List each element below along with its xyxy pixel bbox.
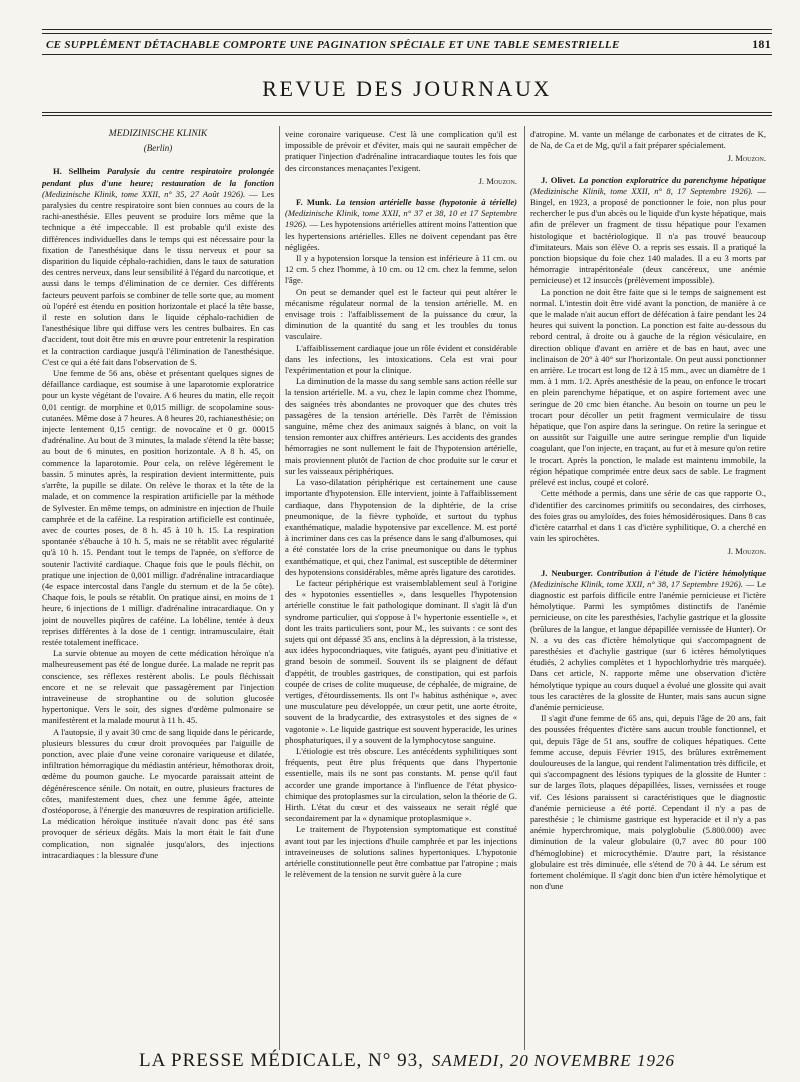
- column-divider: [279, 126, 280, 1050]
- article-paragraph: La diminution de la masse du sang semble sans action réelle sur la tension artérielle. M. a vu, chez le lapin comme chez l'homme, des saignées très abondantes ne provoquer que des chutes très passagères de la tension artérielle. Dès l'arrêt de l'émission sanguine, même chez des animaux saignés à blanc, on voit la tension remonter aux chiffres antérieurs. Les accidents des grandes hémorragies ne sont nullement le fait de l'hypotension artérielle, mais proviennent plutôt de l'action de choc produite sur le cœur et sur les vaisseaux périphériques.: [285, 376, 517, 476]
- article-reference: (Medizinische Klinik, tome XXII, n° 38, 17 Septembre 1926).: [530, 578, 743, 589]
- issue-date: SAMEDI, 20 NOVEMBRE 1926: [431, 1051, 675, 1070]
- column-2: [285, 129, 517, 1049]
- article-text: — Le diagnostic est parfois difficile entre l'anémie pernicieuse et l'ictère hémolytique. Parmi les symptômes distinctifs de l'anémie pernicieuse, on cite les paresthésies, l'achylie gastrique et la glossite (brûlures de la langue, et langue dépapillée vernissée de Hunter). Or N. a vu des cas d'ictère hémolytique qui s'accompagnent de paresthésies et d'achylie gastrique (sur 6 ictères hémolytiques étudiés, 2 achylies complètes et 1 hypochlorhydrie très marquée). Dans cet article, N. rapporte même une observation d'ictère hémolytique typique au cours duquel a évolué une glossite qui avait tous les caractères de la glossite de Hunter, mais sans aucun signe d'anémie pernicieuse.: [530, 578, 766, 712]
- top-rule-inner: [42, 33, 772, 34]
- article-signature: J. Mouzon.: [478, 175, 517, 186]
- article-title: La tension artérielle basse (hypotonie à térielle): [335, 197, 517, 208]
- article-text: — Les paralysies du centre respiratoire sont bien connues au cours de la rachi-anesthésie. Elles peuvent se produire lors même que la technique a été impeccable. Il est probable qu'il existe des différences individuelles dans le temps qui est nécessaire pour la fixation de l'anesthésique dans le tissu nerveux et pour sa disparition du liquide céphalo-rachidien, dans le taux de saturation des centres nerveux, dans leur sensibilité à l'égard du narcotique, et aussi dans le temps d'élimination de ce dernier. Ces différents facteurs peuvent parfois se combiner de telle sorte que, au moment où l'opéré est étendu en position horizontale et placé la tête basse, il reste en solution dans le liquide céphalo-rachidien de l'anesthésique libre qui diffuse vers les centres bulbaires. En cas d'accident, tout doit être mis en œuvre pour entretenir la respiration et la contraction cardiaque jusqu'à l'élimination de l'anesthésique. C'est ce qui a été fait dans l'observation de S.: [42, 188, 274, 367]
- article-paragraph: Il y a hypotension lorsque la tension est inférieure à 11 cm. ou 12 cm. 5 chez l'homme, à 10 cm. ou 12 cm. chez la femme, selon l'âge.: [285, 253, 517, 286]
- journal-name: LA PRESSE MÉDICALE, N° 93,: [139, 1050, 424, 1071]
- article-text: — Les hypotensions artérielles attirent moins l'attention que les hypertensions artérielles. Elles ne doivent cependant pas être négligées.: [285, 219, 517, 252]
- article-paragraph: On peut se demander quel est le facteur qui peut altérer le mécanisme régulateur normal de la tension artérielle. M. en envisage trois : l'affaiblissement de la puissance du cœur, la diminution de la quantité du sang et les troubles du tonus vasculaire.: [285, 286, 517, 342]
- article-title: Paralysie du centre respiratoire prolongée pendant plus d'une heure; restauration de la fonction: [42, 166, 274, 188]
- page-title: REVUE DES JOURNAUX: [262, 76, 552, 101]
- article-paragraph: L'étiologie est très obscure. Les antécédents syphilitiques sont fréquents, peut être plus fréquents que dans l'hypertonie essentielle, mais ils ne sont pas constants. M. pense qu'il faut accorder une grande importance à l'influence de l'état physico-chimique des protoplasmes sur la circulation, selon la théorie de G. Hirth. L'état du cœur et des vaisseaux ne serait réglé que secondairement par la « dynamique protoplasmique ».: [285, 745, 517, 824]
- article-paragraph: Une femme de 56 ans, obèse et présentant quelques signes de défaillance cardiaque, est soumise à une laparotomie exploratrice pour un kyste végétant de l'ovaire. A 6 heures du matin, elle reçoit 0,01 centigr. de morphine et 0,015 milligr. de scopolamine sous-cutanées. Même dose à 7 heures. A 8 heures 20, rachianesthésie; on injecte lentement 0,15 centigr. de novocaïne et 0 gr. 00015 d'adrénaline. Au bout de 3 minutes, la malade s'étend la tête basse; au bout de 6 minutes, en position horizontale. A 8 h. 45, on commence la laparotomie. Pour cela, on relève légèrement le bassin. 5 minutes après, la respiration devient intermittente, puis s'arrête, la pupille se dilate. On relève le thorax et la tête de la malade, et on commence la respiration artificielle par la méthode de Sylvester. En même temps, on administre en injection de l'huile camphrée et de la caféine. La respiration artificielle est continuée, avec de courtes poses, de 8 h. 45 à 10 h. 15. La respiration spontanée s'ébauche à 10 h. 5, mais ne se rétablit avec régularité qu'à 10 h. 15. Pendant tout le temps de l'apnée, on s'efforce de soutenir l'activité cardiaque. Chaque fois que le pouls fléchit, on pratique une injection de 0,001 milligr. d'adrénaline intracardiaque (4e espace intercostal dans l'angle du sternum et de la 5e côte). Chaque fois, le pouls se rétablit. On pratique ainsi, en moins de 1 heure, 6 injections de 1 milligr. d'adrénaline intracardiaque. On y joint de nouvelles piqûres de caféine. La lobéline, tentée à deux reprises différentes à la dose de 1 centigr. intramusculaire, était restée totalement inefficace.: [42, 368, 274, 647]
- column-divider: [524, 126, 525, 1050]
- article-paragraph: Il s'agit d'une femme de 65 ans, qui, depuis l'âge de 20 ans, fait des poussées fréquentes d'ictère sans aucun trouble fonctionnel, et qui, depuis l'âge de 51 ans, souffre de coliques hépatiques. Cette femme accuse, depuis Février 1915, des brûlures extrêmement douloureuses de la langue, qui rendent l'alimentation très difficile, et qui s'accompagnent des lésions typiques de la glossite de Hunter : sur de larges îlots, plaques dépapillées, lisses, vernissées et rouge vif. Ces lésions paraissent si caractéristiques que le diagnostic d'anémie pernicieuse a été porté. Cependant il n'y a pas de paresthésie ; le chimisme gastrique est hyperacide et il n'y a pas anémie hyperchromique, mais polyglobulie (5.800.000) avec diminution de la valeur globulaire (0,7 avec 80 pour 100 d'hémoglobine) et microcythémie. D'autre part, la résistance globulaire est très diminuée, elle s'étend de 70 à 44. Le sérum est fortement cholémique. Il s'agit donc bien d'un ictère hémolytique et non d'une: [530, 713, 766, 892]
- title-rule: [42, 112, 772, 113]
- top-rule: [42, 29, 772, 30]
- article-paragraph: [285, 197, 517, 253]
- article-author: F. Munk.: [296, 197, 332, 208]
- article-paragraph: [530, 568, 766, 714]
- section-heading: MEDIZINISCHE KLINIK: [108, 129, 208, 139]
- article-paragraph: Cette méthode a permis, dans une série de cas que rapporte O., d'identifier des carcinomes primitifs ou secondaires, des cirrhoses, des foies gras ou amyloïdes, des foies hémosidérosiques. Dans 8 cas d'ictère catarrhal et dans 1 cas d'ictère syphilitique, O. a cherché en vain les spirochètes.: [530, 488, 766, 544]
- article-paragraph: La ponction ne doit être faite que si le temps de saignement est normal. L'intestin doit être vidé avant la ponction, de manière à ce que le malade n'ait aucun effort de défécation à faire pendant les 24 heures qui suivent la ponction. La ponction est faite au-dessous du rebord central, à droite ou à gauche de la région vésiculaire, en direction oblique d'avant en arrière et de bas en haut, avec une inclinaison de 20° à 40° sur l'horizontale. On peut aussi ponctionner en arrière. Le trocart est long de 12 à 15 mm., avec un diamètre de 1 mm. à 1 mm. 1/2. Après anesthésie de la peau, on enfonce le trocart en plein parenchyme hépatique, et on aspire fortement avec une seringue de 20 cmc bien étanche. Au besoin on tourne un peu le trocart pour décoller un petit fragment vermiculaire de tissu hépatique, que l'on aspire dans la seringue. On retire la seringue et on aussitôt sur l'aiguille une autre seringue remplie d'un liquide coagulant, que l'on injecte, en traçant, au fur et à mesure qu'on retire le trocart. Après la ponction, le malade est maintenu immobile, la région hépatique comprimée entre deux sacs de sable. Le fragment prélevé est inclus, coupé et coloré.: [530, 286, 766, 488]
- article-paragraph: veine coronaire variqueuse. C'est là une complication qu'il est impossible de prévoir et d'éviter, mais qui ne saurait empêcher de pratiquer l'injection d'adrénaline intracardiaque toutes les fois que des circonstances menaçantes l'exigent.: [285, 129, 517, 173]
- article-reference: (Medizinische Klinik, tome XXII, n° 35, 27 Août 1926).: [42, 188, 246, 199]
- article-author: J. Olivet.: [541, 174, 576, 185]
- article-paragraph: Le traitement de l'hypotension symptomatique est constitué avant tout par les injections d'huile camphrée et par les injections intraveineuses de solutions salines hypertoniques. L'hypotonie artérielle constitutionnelle peut être combattue par l'atropine ; mais le relèvement de la tension ne survit guère à la cure: [285, 824, 517, 880]
- title-rule-inner: [42, 115, 772, 116]
- article-paragraph: d'atropine. M. vante un mélange de carbonates et de citrates de K, de Na, de Ca et de Mg, qu'il a fait préparer spécialement.: [530, 129, 766, 151]
- article-signature: J. Mouzon.: [727, 546, 766, 557]
- article-paragraph: La survie obtenue au moyen de cette médication héroïque n'a malheureusement pas été de longue durée. La malade ne reprit pas conscience, ses réflexes restèrent abolis. Le pouls fléchissait encore et ne se relevait que passagèrement par l'injection intraveineuse de strophantine ou de solution glucosée hypertonique. Vers le soir, des signes d'œdème pulmonaire se manifestèrent et la malade mourut à 11 h. 45.: [42, 648, 274, 726]
- header-rule: [42, 54, 772, 55]
- article-title: La ponction exploratrice du parenchyme hépatique: [578, 174, 766, 185]
- article-reference: (Medizinische Klinik, tome XXII, n° 8, 17 Septembre 1926).: [530, 185, 753, 196]
- article-paragraph: [530, 175, 766, 287]
- page-footer: [42, 1050, 772, 1072]
- article-reference: (Medizinische Klinik, tome XXII, n° 37 et 38, 10 et 17 Septembre 1926).: [285, 208, 517, 230]
- column-1: [42, 129, 274, 1049]
- article-paragraph: La vaso-dilatation périphérique est certainement une cause importante d'hypotension. Elle intervient, jointe à l'affaiblissement cardiaque, dans l'hypotension de la diphtérie, de la crise pneumonique, de la fièvre typhoïde, et surtout du typhus exanthématique, maladie hypotensive par excellence. M. est porté à incriminer dans ces cas la présence dans le sang d'albumoses, qui a été constatée lors de la crise pneumonique ou dans le typhus exanthématique, et qui, chez l'animal, est susceptible de déterminer des hypotensions considérables, même après ligature des carotides.: [285, 477, 517, 577]
- article-paragraph: [42, 166, 274, 368]
- page-number: 181: [752, 37, 771, 51]
- column-3: [530, 129, 766, 1049]
- running-header: [46, 37, 771, 52]
- article-author: H. Sellheim: [53, 166, 101, 177]
- section-subheading: (Berlin): [143, 143, 173, 154]
- running-title: CE SUPPLÉMENT DÉTACHABLE COMPORTE UNE PAGINATION SPÉCIALE ET UNE TABLE SEMESTRIELLE: [46, 39, 620, 51]
- article-text: — Bingel, en 1923, a proposé de ponctionner le foie, non plus pour rechercher le pus d'un abcès ou le liquide d'un kyste hépatique, mais afin de prélever un fragment de tissu hépatique pour l'examen histologique et bactériologique. Il n'a pas trouvé beaucoup d'imitateurs. Mais son élève O. a repris ses essais. Il a pratiqué la ponction biopsique du foie chez 140 malades. Il a eu 3 morts par hémorragie intrapéritonéale (deux cancéreux, une anémie pernicieuse) et 12 insuccès (prélèvement impossible).: [530, 185, 766, 286]
- article-paragraph: Le facteur périphérique est vraisemblablement seul à l'origine des « hypotonies essentielles », dans lesquelles l'hypotension artérielle constitue le fait pathologique dominant. Il s'agit là d'un syndrome particulier, qui s'oppose à l'« hypertonie essentielle », et dont les traits particuliers sont, pour M., les suivants : ce sont des sujets qui ont dépassé 35 ans, enclins à la dépression, à la tristesse, aux idées hypocondriaques, vite fatigués, ayant peu d'initiative et grand besoin de sommeil. Souvent ils se plaignent de défaut d'appétit, de troubles gastriques, de constipation, qui est parfois coupée de crises de colite muqueuse, de céphalée, de migraine, de vertiges, d'étourdissements. Ils ont l'« habitus asthénique », avec une musculature peu développée, un cœur petit, une aorte étroite, souvent de la bradycardie, des extrasystoles et des signes de « vagotonie ». Le liquide gastrique est souvent hyperacide, les urines phosphaturiques, il y a souvent de la lymphocytose sanguine.: [285, 577, 517, 745]
- article-paragraph: L'affaiblissement cardiaque joue un rôle évident et considérable dans les infections, les intoxications. Cela est vrai pour l'expérimentation et pour la clinique.: [285, 342, 517, 376]
- article-paragraph: A l'autopsie, il y avait 30 cmc de sang liquide dans le péricarde, plusieurs blessures du cœur droit provoquées par l'aiguille de ponction, avec plaie d'une veine coronaire variqueuse et dilatée, infiltration hémorragique du médiastin antérieur, hémothorax droit, œdème du poumon gauche. Le myocarde paraissait atteint de dégénérescence sénile. On notait, en outre, plusieurs fractures de côtes, manifestement dues, chez une femme âgée, atteinte d'ostéoporose, à l'énergie des manœuvres de respiration artificielle. La médication héroïque instituée n'avait donc pas été sans provoquer de sérieux dégâts. Mais la mort était le fait d'une complication, non signalée jusqu'alors, des injections intracardiaques : la blessure d'une: [42, 726, 274, 860]
- article-title: Contribution à l'étude de l'ictère hémolytique: [596, 567, 766, 578]
- article-signature: J. Mouzon.: [727, 153, 766, 164]
- article-author: J. Neuburger.: [541, 567, 593, 578]
